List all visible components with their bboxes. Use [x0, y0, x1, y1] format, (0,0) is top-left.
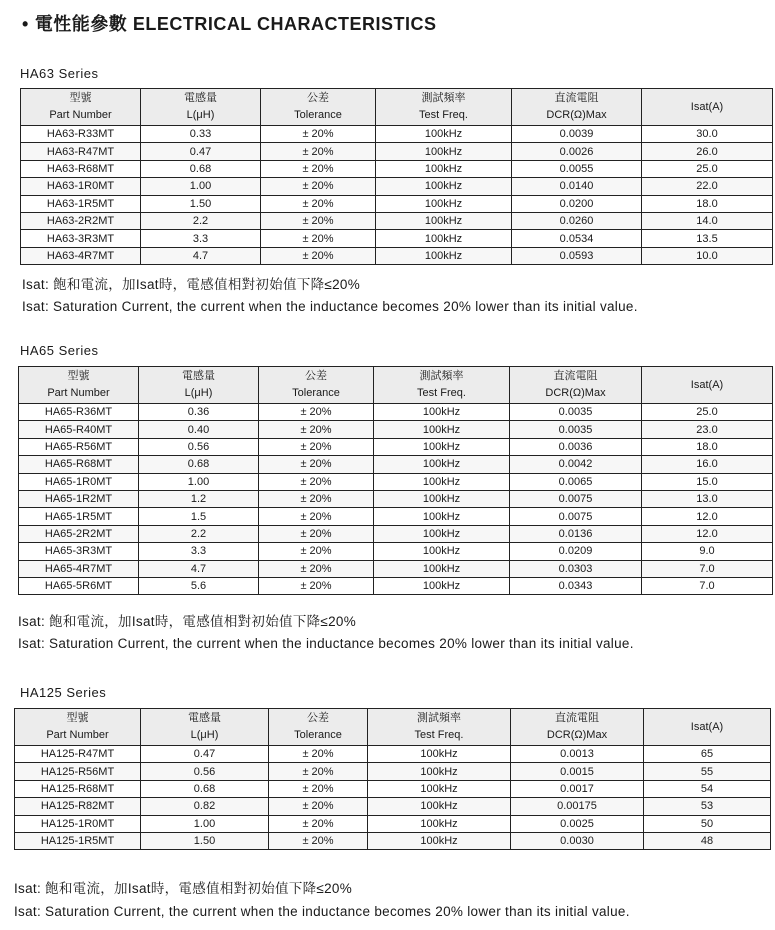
cell-isat: 10.0: [642, 247, 773, 264]
cell-test-freq: 100kHz: [376, 230, 512, 247]
cell-part-number: HA65-1R0MT: [19, 473, 139, 490]
header-part-number-en: Part Number: [49, 109, 112, 121]
cell-dcr: 0.0209: [510, 543, 642, 560]
cell-part-number: HA63-2R2MT: [21, 212, 141, 229]
cell-test-freq: 100kHz: [368, 746, 511, 763]
cell-isat: 9.0: [642, 543, 773, 560]
header-tolerance-en: Tolerance: [294, 729, 342, 741]
table-row: [21, 143, 773, 160]
cell-test-freq: 100kHz: [376, 178, 512, 195]
cell-isat: 30.0: [642, 126, 773, 143]
table-row: [19, 490, 773, 507]
cell-isat: 26.0: [642, 143, 773, 160]
cell-tolerance: ± 20%: [269, 746, 368, 763]
header-inductance-cn: 電感量: [188, 712, 221, 724]
cell-part-number: HA63-R33MT: [21, 126, 141, 143]
cell-dcr: 0.0055: [512, 160, 642, 177]
header-test-freq-cn: 測試頻率: [417, 712, 461, 724]
cell-isat: 50: [644, 815, 771, 832]
cell-isat: 13.5: [642, 230, 773, 247]
cell-test-freq: 100kHz: [374, 421, 510, 438]
cell-inductance: 0.33: [141, 126, 261, 143]
cell-part-number: HA125-R68MT: [15, 780, 141, 797]
table-row: [19, 543, 773, 560]
cell-part-number: HA65-2R2MT: [19, 525, 139, 542]
cell-dcr: 0.0026: [512, 143, 642, 160]
cell-inductance: 2.2: [139, 525, 259, 542]
header-part-number-cn: 型號: [67, 370, 90, 382]
cell-dcr: 0.0036: [510, 438, 642, 455]
header-tolerance-cn: 公差: [307, 92, 329, 104]
cell-test-freq: 100kHz: [376, 126, 512, 143]
cell-isat: 18.0: [642, 195, 773, 212]
cell-tolerance: ± 20%: [261, 212, 376, 229]
cell-inductance: 1.00: [141, 178, 261, 195]
cell-part-number: HA63-1R0MT: [21, 178, 141, 195]
header-part-number-en: Part Number: [46, 729, 109, 741]
table-row: [15, 763, 771, 780]
cell-test-freq: 100kHz: [368, 815, 511, 832]
spec-table-ha63: [20, 88, 773, 265]
series-title-ha63: HA63 Series: [20, 66, 99, 81]
cell-isat: 12.0: [642, 508, 773, 525]
header-isat: Isat(A): [644, 709, 771, 746]
cell-test-freq: 100kHz: [374, 456, 510, 473]
cell-test-freq: 100kHz: [374, 543, 510, 560]
table-header-row: [21, 89, 773, 126]
cell-isat: 7.0: [642, 560, 773, 577]
cell-tolerance: ± 20%: [259, 438, 374, 455]
header-tolerance: [261, 89, 376, 126]
cell-isat: 7.0: [642, 577, 773, 594]
cell-part-number: HA63-4R7MT: [21, 247, 141, 264]
table-row: [19, 508, 773, 525]
cell-tolerance: ± 20%: [269, 832, 368, 849]
header-isat: Isat(A): [642, 89, 773, 126]
cell-test-freq: 100kHz: [374, 490, 510, 507]
cell-tolerance: ± 20%: [261, 126, 376, 143]
cell-dcr: 0.0035: [510, 421, 642, 438]
cell-part-number: HA65-1R5MT: [19, 508, 139, 525]
cell-inductance: 1.2: [139, 490, 259, 507]
cell-inductance: 3.3: [139, 543, 259, 560]
cell-test-freq: 100kHz: [368, 763, 511, 780]
cell-isat: 14.0: [642, 212, 773, 229]
cell-part-number: HA63-R47MT: [21, 143, 141, 160]
cell-inductance: 0.56: [139, 438, 259, 455]
header-inductance-en: L(μH): [190, 729, 219, 741]
cell-tolerance: ± 20%: [259, 490, 374, 507]
table-row: [15, 746, 771, 763]
header-inductance-en: L(μH): [184, 387, 213, 399]
cell-tolerance: ± 20%: [259, 404, 374, 421]
cell-part-number: HA125-1R0MT: [15, 815, 141, 832]
header-dcr-cn: 直流電阻: [554, 92, 599, 104]
cell-isat: 15.0: [642, 473, 773, 490]
header-inductance-cn: 電感量: [182, 370, 215, 382]
cell-inductance: 2.2: [141, 212, 261, 229]
cell-part-number: HA65-R40MT: [19, 421, 139, 438]
header-inductance: [141, 89, 261, 126]
cell-dcr: 0.0075: [510, 508, 642, 525]
cell-inductance: 0.68: [141, 160, 261, 177]
table-row: [21, 126, 773, 143]
cell-dcr: 0.0534: [512, 230, 642, 247]
table-header-row: [19, 367, 773, 404]
cell-isat: 22.0: [642, 178, 773, 195]
cell-tolerance: ± 20%: [269, 763, 368, 780]
cell-isat: 54: [644, 780, 771, 797]
header-tolerance-en: Tolerance: [292, 387, 340, 399]
header-part-number-en: Part Number: [47, 387, 110, 399]
header-inductance: [141, 709, 269, 746]
cell-part-number: HA125-R56MT: [15, 763, 141, 780]
cell-inductance: 0.68: [141, 780, 269, 797]
page-title: [22, 10, 437, 36]
cell-dcr: 0.0025: [511, 815, 644, 832]
note-cn-ha125: Isat: 飽和電流，加Isat時，電感值相對初始值下降≤20%: [14, 881, 353, 896]
header-dcr: [511, 709, 644, 746]
header-dcr-en: DCR(Ω)Max: [546, 729, 608, 741]
spec-table-ha125: [14, 708, 771, 850]
cell-isat: 65: [644, 746, 771, 763]
cell-isat: 23.0: [642, 421, 773, 438]
note-en-ha63: Isat: Saturation Current, the current when the inductance becomes 20% lower than its initial value.: [22, 299, 638, 314]
header-tolerance: [269, 709, 368, 746]
header-test-freq-cn: 測試頻率: [421, 92, 466, 104]
cell-test-freq: 100kHz: [374, 508, 510, 525]
page-title-text: 電性能參數 ELECTRICAL CHARACTERISTICS: [34, 14, 437, 34]
table-row: [15, 815, 771, 832]
cell-part-number: HA63-1R5MT: [21, 195, 141, 212]
cell-dcr: 0.0260: [512, 212, 642, 229]
header-dcr: [512, 89, 642, 126]
header-part-number-cn: 型號: [66, 712, 89, 724]
cell-test-freq: 100kHz: [374, 473, 510, 490]
cell-inductance: 0.68: [139, 456, 259, 473]
cell-test-freq: 100kHz: [376, 143, 512, 160]
table-row: [19, 577, 773, 594]
header-dcr-en: DCR(Ω)Max: [545, 387, 606, 399]
table-row: [21, 178, 773, 195]
cell-test-freq: 100kHz: [368, 832, 511, 849]
header-inductance-en: L(μH): [186, 109, 215, 121]
table-row: [21, 230, 773, 247]
header-tolerance-en: Tolerance: [294, 109, 342, 121]
cell-dcr: 0.0136: [510, 525, 642, 542]
cell-part-number: HA125-1R5MT: [15, 832, 141, 849]
header-dcr: [510, 367, 642, 404]
cell-inductance: 1.50: [141, 195, 261, 212]
cell-tolerance: ± 20%: [259, 577, 374, 594]
header-test-freq: [368, 709, 511, 746]
note-cn-ha65: Isat: 飽和電流，加Isat時，電感值相對初始值下降≤20%: [18, 614, 357, 629]
spec-table-ha65: [18, 366, 773, 595]
cell-inductance: 0.47: [141, 143, 261, 160]
header-test-freq: [376, 89, 512, 126]
cell-part-number: HA125-R47MT: [15, 746, 141, 763]
table-row: [15, 832, 771, 849]
cell-isat: 55: [644, 763, 771, 780]
cell-inductance: 0.40: [139, 421, 259, 438]
cell-isat: 25.0: [642, 160, 773, 177]
header-dcr-cn: 直流電阻: [555, 712, 599, 724]
table-row: [21, 160, 773, 177]
cell-inductance: 0.47: [141, 746, 269, 763]
cell-test-freq: 100kHz: [374, 404, 510, 421]
cell-test-freq: 100kHz: [376, 212, 512, 229]
header-test-freq: [374, 367, 510, 404]
cell-inductance: 1.5: [139, 508, 259, 525]
cell-tolerance: ± 20%: [261, 247, 376, 264]
cell-part-number: HA65-4R7MT: [19, 560, 139, 577]
cell-inductance: 1.50: [141, 832, 269, 849]
cell-dcr: 0.0065: [510, 473, 642, 490]
cell-part-number: HA63-3R3MT: [21, 230, 141, 247]
title-bullet: •: [22, 14, 29, 34]
cell-test-freq: 100kHz: [368, 798, 511, 815]
cell-test-freq: 100kHz: [374, 560, 510, 577]
cell-inductance: 1.00: [139, 473, 259, 490]
table-row: [19, 456, 773, 473]
header-inductance: [139, 367, 259, 404]
cell-isat: 18.0: [642, 438, 773, 455]
cell-isat: 12.0: [642, 525, 773, 542]
cell-part-number: HA65-1R2MT: [19, 490, 139, 507]
cell-tolerance: ± 20%: [259, 421, 374, 438]
table-row: [19, 560, 773, 577]
cell-dcr: 0.0030: [511, 832, 644, 849]
cell-test-freq: 100kHz: [374, 525, 510, 542]
cell-part-number: HA65-R68MT: [19, 456, 139, 473]
cell-tolerance: ± 20%: [259, 525, 374, 542]
header-tolerance-cn: 公差: [307, 712, 329, 724]
cell-tolerance: ± 20%: [269, 780, 368, 797]
table-row: [19, 421, 773, 438]
cell-tolerance: ± 20%: [259, 473, 374, 490]
cell-dcr: 0.0075: [510, 490, 642, 507]
note-cn-ha63: Isat: 飽和電流，加Isat時，電感值相對初始值下降≤20%: [22, 277, 361, 292]
cell-part-number: HA63-R68MT: [21, 160, 141, 177]
cell-isat: 53: [644, 798, 771, 815]
header-tolerance-cn: 公差: [305, 370, 327, 382]
cell-isat: 25.0: [642, 404, 773, 421]
series-title-ha125: HA125 Series: [20, 685, 107, 700]
header-test-freq-cn: 測試頻率: [419, 370, 464, 382]
table-row: [19, 525, 773, 542]
header-part-number: [15, 709, 141, 746]
note-en-ha125: Isat: Saturation Current, the current when the inductance becomes 20% lower than its initial value.: [14, 904, 630, 919]
cell-dcr: 0.0343: [510, 577, 642, 594]
header-part-number: [21, 89, 141, 126]
cell-inductance: 0.82: [141, 798, 269, 815]
cell-dcr: 0.00175: [511, 798, 644, 815]
cell-part-number: HA125-R82MT: [15, 798, 141, 815]
cell-dcr: 0.0200: [512, 195, 642, 212]
cell-tolerance: ± 20%: [261, 160, 376, 177]
cell-dcr: 0.0035: [510, 404, 642, 421]
cell-dcr: 0.0303: [510, 560, 642, 577]
header-part-number: [19, 367, 139, 404]
header-test-freq-en: Test Freq.: [417, 387, 466, 399]
cell-inductance: 4.7: [141, 247, 261, 264]
table-row: [15, 780, 771, 797]
header-inductance-cn: 電感量: [184, 92, 217, 104]
cell-tolerance: ± 20%: [261, 178, 376, 195]
table-header-row: [15, 709, 771, 746]
table-row: [21, 212, 773, 229]
cell-test-freq: 100kHz: [376, 195, 512, 212]
cell-inductance: 3.3: [141, 230, 261, 247]
header-dcr-en: DCR(Ω)Max: [546, 109, 607, 121]
header-tolerance: [259, 367, 374, 404]
cell-dcr: 0.0042: [510, 456, 642, 473]
cell-part-number: HA65-R36MT: [19, 404, 139, 421]
header-test-freq-en: Test Freq.: [419, 109, 468, 121]
cell-part-number: HA65-3R3MT: [19, 543, 139, 560]
note-en-ha65: Isat: Saturation Current, the current when the inductance becomes 20% lower than its initial value.: [18, 636, 634, 651]
series-title-ha65: HA65 Series: [20, 343, 99, 358]
cell-inductance: 0.36: [139, 404, 259, 421]
cell-tolerance: ± 20%: [261, 143, 376, 160]
header-part-number-cn: 型號: [69, 92, 92, 104]
cell-tolerance: ± 20%: [259, 543, 374, 560]
cell-dcr: 0.0013: [511, 746, 644, 763]
cell-dcr: 0.0140: [512, 178, 642, 195]
cell-tolerance: ± 20%: [259, 508, 374, 525]
cell-dcr: 0.0017: [511, 780, 644, 797]
cell-tolerance: ± 20%: [259, 456, 374, 473]
cell-part-number: HA65-5R6MT: [19, 577, 139, 594]
cell-tolerance: ± 20%: [259, 560, 374, 577]
cell-dcr: 0.0593: [512, 247, 642, 264]
table-row: [21, 247, 773, 264]
cell-isat: 16.0: [642, 456, 773, 473]
table-row: [19, 438, 773, 455]
cell-inductance: 0.56: [141, 763, 269, 780]
table-row: [21, 195, 773, 212]
cell-isat: 48: [644, 832, 771, 849]
cell-tolerance: ± 20%: [269, 815, 368, 832]
cell-inductance: 4.7: [139, 560, 259, 577]
header-isat: Isat(A): [642, 367, 773, 404]
cell-tolerance: ± 20%: [261, 230, 376, 247]
cell-dcr: 0.0015: [511, 763, 644, 780]
cell-inductance: 5.6: [139, 577, 259, 594]
cell-isat: 13.0: [642, 490, 773, 507]
cell-test-freq: 100kHz: [368, 780, 511, 797]
table-row: [19, 473, 773, 490]
header-test-freq-en: Test Freq.: [414, 729, 464, 741]
table-row: [19, 404, 773, 421]
cell-test-freq: 100kHz: [376, 160, 512, 177]
cell-tolerance: ± 20%: [269, 798, 368, 815]
cell-part-number: HA65-R56MT: [19, 438, 139, 455]
cell-dcr: 0.0039: [512, 126, 642, 143]
cell-tolerance: ± 20%: [261, 195, 376, 212]
header-dcr-cn: 直流電阻: [553, 370, 598, 382]
cell-inductance: 1.00: [141, 815, 269, 832]
cell-test-freq: 100kHz: [374, 577, 510, 594]
cell-test-freq: 100kHz: [374, 438, 510, 455]
table-row: [15, 798, 771, 815]
cell-test-freq: 100kHz: [376, 247, 512, 264]
